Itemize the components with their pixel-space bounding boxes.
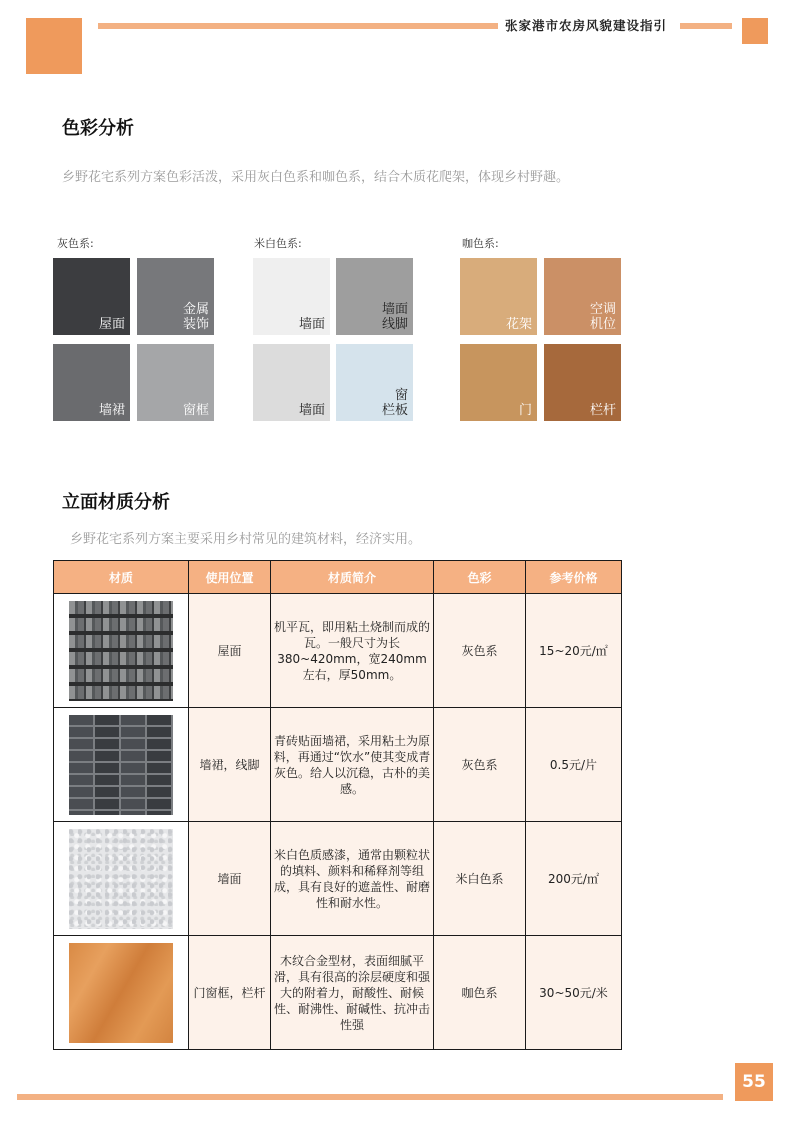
color-swatch [460,344,537,421]
swatch-label: 墙面 线脚 [381,302,408,332]
swatch-label: 栏杆 [589,403,616,418]
header-bar-short [680,23,732,29]
intro-cell: 青砖贴面墙裙，采用粘土为原料，再通过“饮水”使其变成青灰色。给人以沉稳，古朴的美感。 [271,708,434,822]
table-header-row [54,561,622,594]
price-cell: 15~20元/㎡ [526,594,622,708]
price-cell: 200元/㎡ [526,822,622,936]
color-swatch [53,258,130,335]
color-swatch [460,258,537,335]
position-cell: 门窗框，栏杆 [189,936,271,1050]
swatch-group-label-coffee: 咖色系: [462,237,499,250]
table-row [54,822,622,936]
color-cell: 咖色系 [434,936,526,1050]
swatch-label: 门 [518,403,532,418]
column-header: 参考价格 [526,561,622,594]
position-cell: 墙裙，线脚 [189,708,271,822]
page-number: 55 [735,1063,773,1101]
texture-cell [54,708,189,822]
color-swatch [336,344,413,421]
color-swatch [53,344,130,421]
swatch-group-label-gray: 灰色系: [57,237,94,250]
color-cell: 灰色系 [434,708,526,822]
color-swatch [544,258,621,335]
price-cell: 0.5元/片 [526,708,622,822]
swatch-label: 墙裙 [98,403,125,418]
blue-brick-texture-image [69,715,173,815]
swatch-label: 金属 装饰 [182,302,209,332]
color-analysis-description: 乡野花宅系列方案色彩活泼，采用灰白色系和咖色系，结合木质花爬架，体现乡村野趣。 [62,170,570,185]
texture-cell [54,822,189,936]
color-swatch [137,344,214,421]
header-accent-square-left [26,18,82,74]
material-table [53,560,622,1050]
color-analysis-title: 色彩分析 [62,118,134,139]
color-swatch [544,344,621,421]
table-row [54,936,622,1050]
material-analysis-title: 立面材质分析 [62,492,170,513]
intro-cell: 米白色质感漆，通常由颗粒状的填料、颜料和稀释剂等组成，具有良好的遮盖性、耐磨性和耐水性。 [271,822,434,936]
color-swatch [137,258,214,335]
swatch-label: 空调 机位 [589,302,616,332]
table-row [54,708,622,822]
swatch-label: 屋面 [98,317,125,332]
swatch-label: 窗框 [182,403,209,418]
header-accent-square-right [742,18,768,44]
material-analysis-description: 乡野花宅系列方案主要采用乡村常见的建筑材料，经济实用。 [70,532,422,547]
color-swatch [253,258,330,335]
roof-tile-texture-image [69,601,173,701]
intro-cell: 机平瓦，即用粘土烧制而成的瓦。一般尺寸为长380~420mm，宽240mm左右，厚50mm。 [271,594,434,708]
column-header: 材质简介 [271,561,434,594]
header-bar [98,23,498,29]
document-title: 张家港市农房风貌建设指引 [505,18,668,33]
swatch-label: 花架 [505,317,532,332]
swatch-label: 窗 栏板 [381,388,408,418]
color-swatch [336,258,413,335]
stucco-paint-texture-image [69,829,173,929]
price-cell: 30~50元/米 [526,936,622,1050]
color-cell: 灰色系 [434,594,526,708]
column-header: 使用位置 [189,561,271,594]
intro-cell: 木纹合金型材，表面细腻平滑，具有很高的涂层硬度和强大的附着力，耐酸性、耐候性、耐沸性、耐碱性、抗冲击性强 [271,936,434,1050]
color-cell: 米白色系 [434,822,526,936]
swatch-label: 墙面 [298,403,325,418]
swatch-label: 墙面 [298,317,325,332]
position-cell: 墙面 [189,822,271,936]
wood-grain-texture-image [69,943,173,1043]
position-cell: 屋面 [189,594,271,708]
table-row [54,594,622,708]
column-header: 色彩 [434,561,526,594]
texture-cell [54,594,189,708]
footer-bar [17,1094,723,1100]
swatch-group-label-offwhite: 米白色系: [254,237,302,250]
texture-cell [54,936,189,1050]
color-swatch [253,344,330,421]
column-header: 材质 [54,561,189,594]
